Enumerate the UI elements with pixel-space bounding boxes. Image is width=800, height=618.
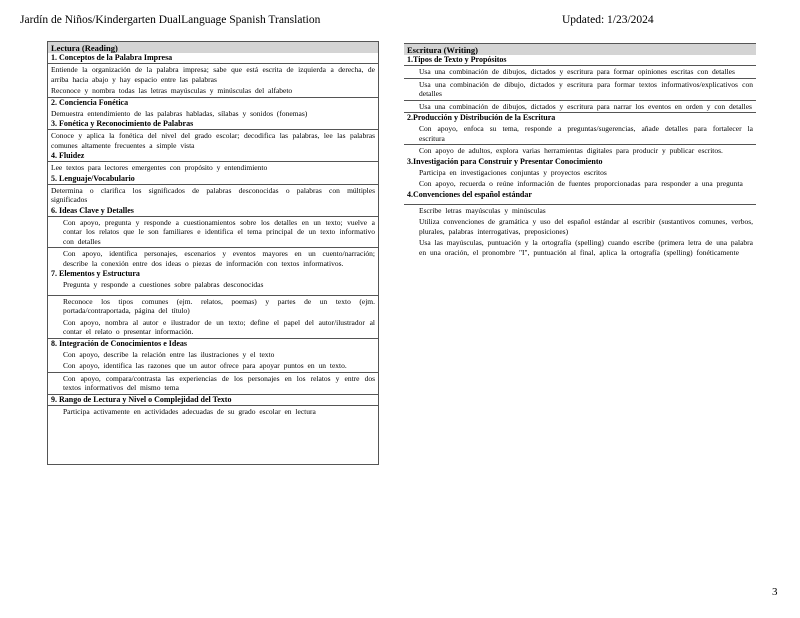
reading-item: Reconoce y nombra todas las letras mayúsculas y minúsculas del alfabeto: [51, 86, 293, 95]
reading-section-9: 9. Rango de Lectura y Nivel o Complejidad del Texto: [48, 394, 378, 405]
reading-item: Con apoyo, nombra al autor e ilustrador de un texto; define el papel del autor/ilustrador al contar el relato o presentar información.: [63, 317, 375, 336]
reading-item: Participa activamente en actividades adecuadas de su grado escolar en lectura: [48, 405, 378, 418]
writing-item: Usa una combinación de dibujo, dictados y escritura para formar textos informativos/explicativos con detalles: [404, 78, 756, 100]
reading-heading: Lectura (Reading): [48, 42, 378, 53]
writing-section-2: 2.Producción y Distribución de la Escritura: [404, 112, 756, 123]
reading-item: Con apoyo, identifica personajes, escenarios y eventos mayores en un cuento/narración; describe la conexión entre dos ideas o piezas de información con textos informativos.: [48, 247, 378, 269]
writing-section-4: 4.Convenciones del español estándar: [407, 189, 532, 199]
reading-section-2: 2. Conciencia Fonética: [48, 97, 378, 108]
reading-item: Conoce y aplica la fonética del nivel del grado escolar; decodifica las palabras, lee las palabras comunes altamente frecuentes a simple vista: [48, 129, 378, 151]
reading-item: Con apoyo, compara/contrasta las experiencias de los personajes en los relatos y entre dos textos informativos del mismo tema: [48, 372, 378, 394]
reading-item: Pregunta y responde a cuestiones sobre palabras desconocidas: [63, 280, 264, 289]
writing-item: Usa una combinación de dibujos, dictados y escritura para formar opiniones escritas con detalles: [404, 65, 756, 78]
writing-item: Con apoyo, recuerda o reúne información de fuentes proporcionadas para responder a una pregunta: [419, 179, 743, 188]
reading-section-4: 4. Fluidez: [51, 151, 85, 160]
reading-section-7: 7. Elementos y Estructura: [51, 269, 140, 278]
reading-item: Demuestra entendimiento de las palabras habladas, sílabas y sonidos (fonemas): [51, 108, 308, 118]
writing-section-3: 3.Investigación para Construir y Presentar Conocimiento: [407, 156, 603, 166]
document-title: Jardín de Niños/Kindergarten DualLanguage Spanish Translation: [20, 14, 321, 26]
reading-item: Con apoyo, pregunta y responde a cuestionamientos sobre los detalles en un texto; vuelve a contar los relatos que le son familiares e identifica el tema principal de un texto informativo con detalles: [48, 216, 378, 248]
writing-item: Participa en investigaciones conjuntas y proyectos escritos: [419, 167, 607, 177]
reading-item: Lee textos para lectores emergentes con propósito y entendimiento: [48, 161, 378, 174]
writing-section-1: 1.Tipos de Texto y Propósitos: [407, 55, 507, 64]
reading-section-6: 6. Ideas Clave y Detalles: [51, 205, 134, 215]
writing-item: Usa las mayúsculas, puntuación y la ortografía (spelling) cuando escribe (primera letra de una palabra en una oración, el pronombre "I", puntuación al final, aplica la ortografía (spelling) fonéticamente: [419, 238, 753, 257]
reading-item: Reconoce los tipos comunes (ejm. relatos, poemas) y partes de un texto (ejm. portada/contraportada, página del título): [48, 295, 378, 317]
reading-section-1: 1. Conceptos de la Palabra Impresa: [51, 53, 173, 62]
updated-date: Updated: 1/23/2024: [562, 14, 654, 26]
reading-section-8: 8. Integración de Conocimientos e Ideas: [48, 338, 378, 349]
reading-section-3: 3. Fonética y Reconocimiento de Palabras: [51, 119, 194, 128]
reading-item: Determina o clarifica los significados de palabras desconocidas o palabras con múltiples significados: [48, 184, 378, 206]
writing-item: Con apoyo, enfoca su tema, responde a preguntas/sugerencias, añade detalles para fortalecer la escritura: [419, 124, 753, 143]
reading-item: Entiende la organización de la palabra impresa; sabe que está escrita de izquierda a derecha, de arriba hacia abajo y hay espacio entre las palabras: [48, 63, 378, 85]
writing-heading: Escritura (Writing): [404, 44, 756, 55]
writing-item: Escribe letras mayúsculas y minúsculas: [404, 204, 756, 217]
writing-item: Con apoyo de adultos, explora varias herramientas digitales para producir y publicar escritos.: [404, 144, 756, 157]
writing-item: Utiliza convenciones de gramática y uso del español estándar al escribir (sustantivos comunes, verbos, plurales, palabras interrogativas, preposiciones): [419, 217, 753, 236]
reading-item: Con apoyo, describe la relación entre las ilustraciones y el texto: [63, 349, 275, 359]
reading-section-5: 5. Lenguaje/Vocabulario: [51, 173, 135, 183]
writing-item: Usa una combinación de dibujos, dictados y escritura para narrar los eventos en orden y con detalles: [404, 100, 756, 113]
reading-item: Con apoyo, identifica las razones que un autor ofrece para apoyar puntos en un texto.: [63, 361, 347, 370]
page-number: 3: [772, 586, 778, 598]
writing-panel: [404, 43, 756, 257]
reading-panel: [47, 41, 379, 465]
